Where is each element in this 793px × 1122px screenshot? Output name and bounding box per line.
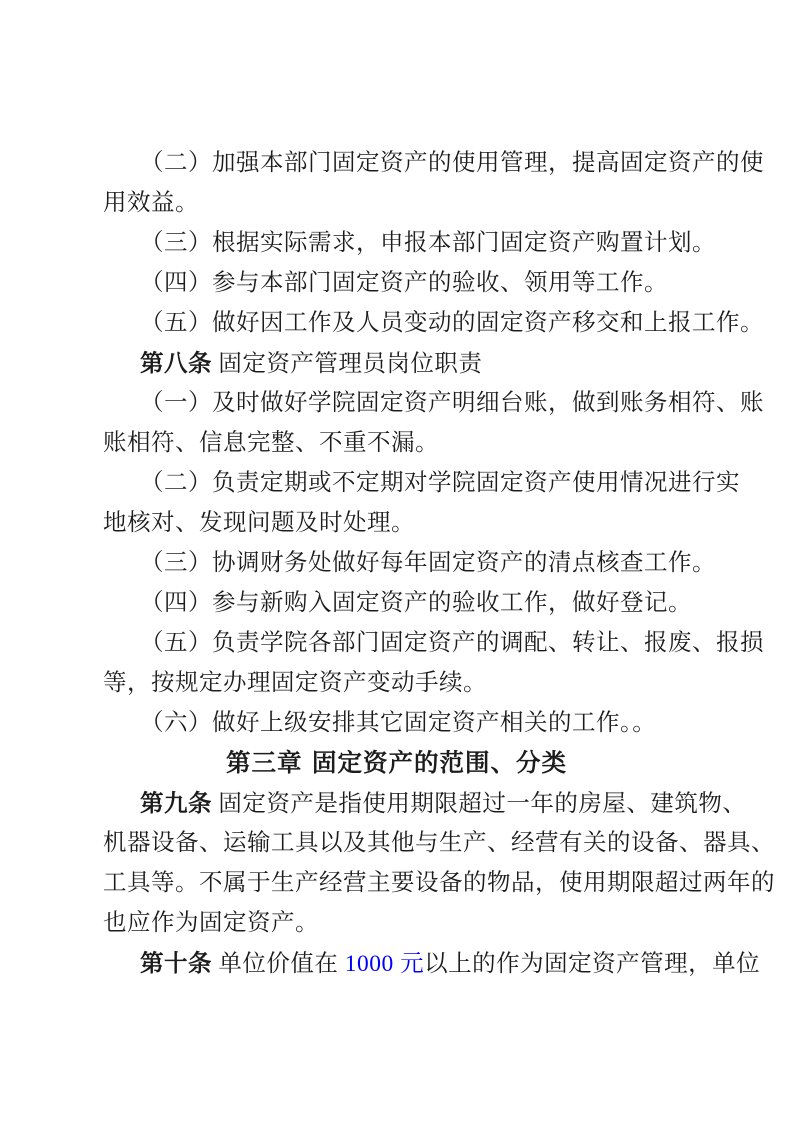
document-line (103, 943, 761, 983)
document-line (103, 503, 728, 543)
text-segment: 等，按规定办理固定资产变动手续。 (103, 670, 487, 696)
text-segment: 机器设备、运输工具以及其他与生产、经营有关的设备、器具、 (103, 830, 775, 856)
text-segment: 用效益。 (103, 190, 199, 216)
highlighted-amount: 1000 元 (344, 951, 425, 977)
text-segment: （四）参与本部门固定资产的验收、领用等工作。 (140, 270, 668, 296)
document-line (103, 783, 747, 823)
document-line (103, 623, 764, 663)
text-segment: （二）负责定期或不定期对学院固定资产使用情况进行实 (140, 470, 740, 496)
text-segment: （四）参与新购入固定资产的验收工作，做好登记。 (140, 590, 692, 616)
document-line (103, 463, 740, 503)
text-segment: 固定资产是指使用期限超过一年的房屋、建筑物、 (212, 791, 747, 817)
document-line (103, 863, 775, 903)
chapter-heading-text: 第三章 固定资产的范围、分类 (225, 748, 568, 777)
document-line (103, 703, 728, 743)
text-segment: （五）负责学院各部门固定资产的调配、转让、报废、报损 (140, 630, 764, 656)
text-segment: （一）及时做好学院固定资产明细台账，做到账务相符、账 (140, 390, 764, 416)
article-number: 第九条 (140, 789, 212, 817)
text-segment: （六）做好上级安排其它固定资产相关的工作。。 (140, 710, 657, 736)
document-line (103, 183, 728, 223)
text-segment: （三）协调财务处做好每年固定资产的清点核查工作。 (140, 550, 716, 576)
document-line (103, 383, 764, 423)
document-line (103, 423, 728, 463)
document-line (103, 223, 728, 263)
text-segment: （五）做好因工作及人员变动的固定资产移交和上报工作。 (140, 310, 764, 336)
document-line (103, 263, 728, 303)
document-line (103, 663, 728, 703)
text-segment: （二）加强本部门固定资产的使用管理，提高固定资产的使 (140, 150, 764, 176)
text-segment: 以上的作为固定资产管理，单位 (424, 951, 761, 977)
text-segment: 地核对、发现问题及时处理。 (103, 510, 415, 536)
text-segment: 单位价值在 (212, 951, 345, 977)
document-content (103, 143, 775, 983)
text-segment: （三）根据实际需求，申报本部门固定资产购置计划。 (140, 230, 716, 256)
document-line (103, 143, 764, 183)
text-segment: 固定资产管理员岗位职责 (212, 351, 483, 377)
document-line (103, 343, 728, 383)
document-line (103, 823, 775, 863)
document-line (103, 543, 728, 583)
text-segment: 账相符、信息完整、不重不漏。 (103, 430, 439, 456)
document-line (103, 903, 728, 943)
document-line (103, 303, 764, 343)
document-line (103, 583, 728, 623)
article-number: 第八条 (140, 349, 212, 377)
chapter-heading (0, 743, 793, 783)
text-segment: 工具等。不属于生产经营主要设备的物品，使用期限超过两年的 (103, 870, 775, 896)
text-segment: 也应作为固定资产。 (103, 910, 319, 936)
article-number: 第十条 (140, 949, 212, 977)
